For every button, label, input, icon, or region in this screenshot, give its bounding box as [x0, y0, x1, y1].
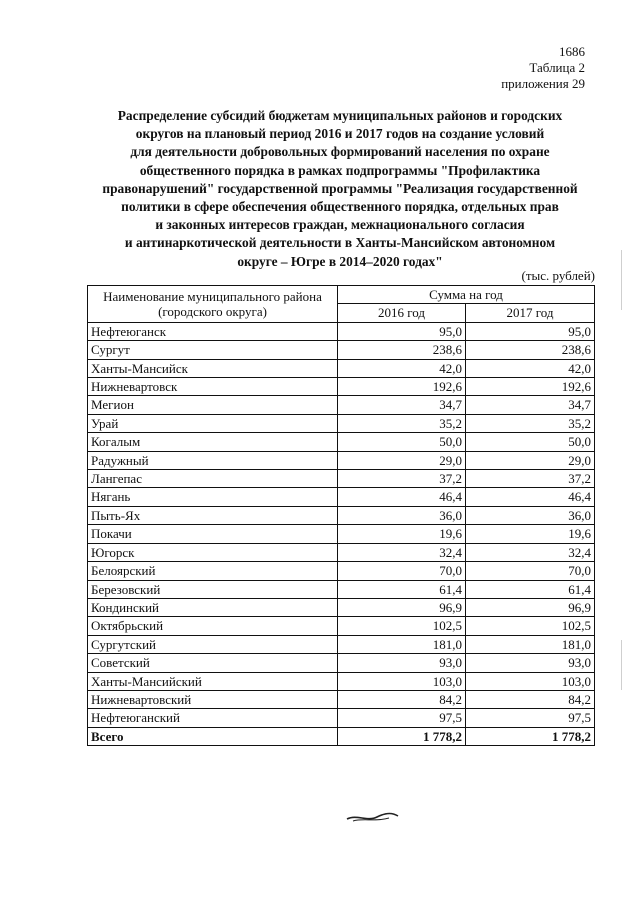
title-line: и законных интересов граждан, межнационального согласия	[155, 217, 525, 233]
cell-amount-2016: 238,6	[338, 341, 466, 359]
header-name-column	[88, 286, 338, 323]
table-row	[88, 433, 595, 451]
table-row	[88, 598, 595, 616]
cell-municipality-name: Лангепас	[88, 470, 338, 488]
cell-amount-2017: 181,0	[466, 635, 595, 653]
table-row	[88, 488, 595, 506]
header-year-2016: 2016 год	[338, 304, 466, 322]
table-body	[88, 322, 595, 745]
cell-amount-2016: 32,4	[338, 543, 466, 561]
cell-amount-2017: 36,0	[466, 506, 595, 524]
cell-municipality-name: Нефтеюганский	[88, 709, 338, 727]
cell-amount-2016: 97,5	[338, 709, 466, 727]
scan-edge-mark	[621, 640, 622, 690]
cell-municipality-name: Урай	[88, 414, 338, 432]
cell-municipality-name: Нягань	[88, 488, 338, 506]
cell-municipality-name: Когалым	[88, 433, 338, 451]
cell-municipality-name: Нефтеюганск	[88, 322, 338, 340]
table-reference	[0, 60, 585, 92]
cell-amount-2017: 70,0	[466, 562, 595, 580]
title-line: Распределение субсидий бюджетам муниципальных районов и городских	[117, 108, 563, 123]
cell-amount-2016: 61,4	[338, 580, 466, 598]
title-line: политики в сфере обеспечения общественного порядка, отдельных прав	[121, 199, 559, 215]
cell-municipality-name: Сургут	[88, 341, 338, 359]
cell-amount-2016: 29,0	[338, 451, 466, 469]
cell-amount-2017: 19,6	[466, 525, 595, 543]
cell-municipality-name: Покачи	[88, 525, 338, 543]
table-row	[88, 396, 595, 414]
cell-municipality-name: Советский	[88, 654, 338, 672]
cell-amount-2016: 42,0	[338, 359, 466, 377]
table-row	[88, 543, 595, 561]
table-row	[88, 709, 595, 727]
cell-amount-2017: 96,9	[466, 598, 595, 616]
cell-amount-2016: 50,0	[338, 433, 466, 451]
cell-amount-2017: 61,4	[466, 580, 595, 598]
cell-amount-2016: 95,0	[338, 322, 466, 340]
table-row	[88, 580, 595, 598]
cell-amount-2017: 93,0	[466, 654, 595, 672]
cell-municipality-name: Радужный	[88, 451, 338, 469]
cell-amount-2016: 34,7	[338, 396, 466, 414]
cell-amount-2017: 42,0	[466, 359, 595, 377]
table-row	[88, 359, 595, 377]
cell-amount-2016: 37,2	[338, 470, 466, 488]
cell-amount-2016: 96,9	[338, 598, 466, 616]
header-name-line1: Наименование муниципального района	[103, 288, 322, 304]
table-row	[88, 322, 595, 340]
cell-municipality-name: Югорск	[88, 543, 338, 561]
title-line: правонарушений" государственной программы "Реализация государственной	[102, 180, 578, 196]
cell-amount-2017: 29,0	[466, 451, 595, 469]
cell-amount-2017: 46,4	[466, 488, 595, 506]
cell-amount-2017: 84,2	[466, 690, 595, 708]
cell-municipality-name: Ханты-Мансийск	[88, 359, 338, 377]
cell-municipality-name: Мегион	[88, 396, 338, 414]
table-row	[88, 654, 595, 672]
cell-amount-2016: 84,2	[338, 690, 466, 708]
header-name-line2: (городского округа)	[158, 303, 267, 319]
cell-total-2017: 1 778,2	[466, 727, 595, 745]
cell-amount-2017: 97,5	[466, 709, 595, 727]
table-row	[88, 470, 595, 488]
table-row	[88, 672, 595, 690]
table-label: Таблица 2	[529, 60, 585, 75]
table-row	[88, 341, 595, 359]
cell-municipality-name: Пыть-Ях	[88, 506, 338, 524]
cell-amount-2017: 32,4	[466, 543, 595, 561]
cell-amount-2016: 93,0	[338, 654, 466, 672]
cell-amount-2017: 37,2	[466, 470, 595, 488]
cell-amount-2016: 192,6	[338, 378, 466, 396]
table-row	[88, 562, 595, 580]
title-line: округов на плановый период 2016 и 2017 годов на создание условий	[135, 126, 545, 142]
cell-amount-2017: 34,7	[466, 396, 595, 414]
document-title	[80, 107, 600, 271]
title-line: общественного порядка в рамках подпрограммы "Профилактика	[139, 162, 541, 178]
cell-amount-2017: 102,5	[466, 617, 595, 635]
table-header-row	[88, 286, 595, 304]
cell-amount-2017: 103,0	[466, 672, 595, 690]
cell-municipality-name: Кондинский	[88, 598, 338, 616]
title-line: округе – Югре в 2014–2020 годах"	[237, 253, 443, 269]
cell-amount-2017: 95,0	[466, 322, 595, 340]
cell-total-label: Всего	[88, 727, 338, 745]
cell-amount-2016: 70,0	[338, 562, 466, 580]
header-sum-per-year: Сумма на год	[338, 286, 595, 304]
cell-total-2016: 1 778,2	[338, 727, 466, 745]
table-row	[88, 617, 595, 635]
subsidy-table	[87, 285, 595, 746]
cell-municipality-name: Березовский	[88, 580, 338, 598]
cell-amount-2017: 50,0	[466, 433, 595, 451]
table-row	[88, 635, 595, 653]
cell-amount-2016: 102,5	[338, 617, 466, 635]
cell-municipality-name: Нижневартовск	[88, 378, 338, 396]
cell-amount-2017: 35,2	[466, 414, 595, 432]
cell-municipality-name: Белоярский	[88, 562, 338, 580]
table-row	[88, 506, 595, 524]
units-label: (тыс. рублей)	[521, 268, 595, 283]
table-total-row	[88, 727, 595, 745]
cell-amount-2016: 103,0	[338, 672, 466, 690]
page-number: 1686	[559, 44, 585, 59]
cell-municipality-name: Сургутский	[88, 635, 338, 653]
appendix-label: приложения 29	[501, 76, 585, 91]
table-row	[88, 414, 595, 432]
cell-amount-2017: 192,6	[466, 378, 595, 396]
table-row	[88, 690, 595, 708]
cell-amount-2016: 19,6	[338, 525, 466, 543]
header-year-2017: 2017 год	[466, 304, 595, 322]
scan-edge-mark	[621, 250, 622, 310]
cell-amount-2016: 36,0	[338, 506, 466, 524]
table-row	[88, 451, 595, 469]
end-mark-flourish	[345, 810, 400, 824]
cell-amount-2016: 46,4	[338, 488, 466, 506]
title-line: и антинаркотической деятельности в Ханты-Мансийском автономном	[124, 235, 556, 251]
cell-municipality-name: Октябрьский	[88, 617, 338, 635]
title-line: для деятельности добровольных формирований населения по охране	[130, 144, 550, 160]
table-row	[88, 525, 595, 543]
cell-amount-2016: 181,0	[338, 635, 466, 653]
cell-amount-2016: 35,2	[338, 414, 466, 432]
cell-municipality-name: Ханты-Мансийский	[88, 672, 338, 690]
cell-municipality-name: Нижневартовский	[88, 690, 338, 708]
cell-amount-2017: 238,6	[466, 341, 595, 359]
table-row	[88, 378, 595, 396]
